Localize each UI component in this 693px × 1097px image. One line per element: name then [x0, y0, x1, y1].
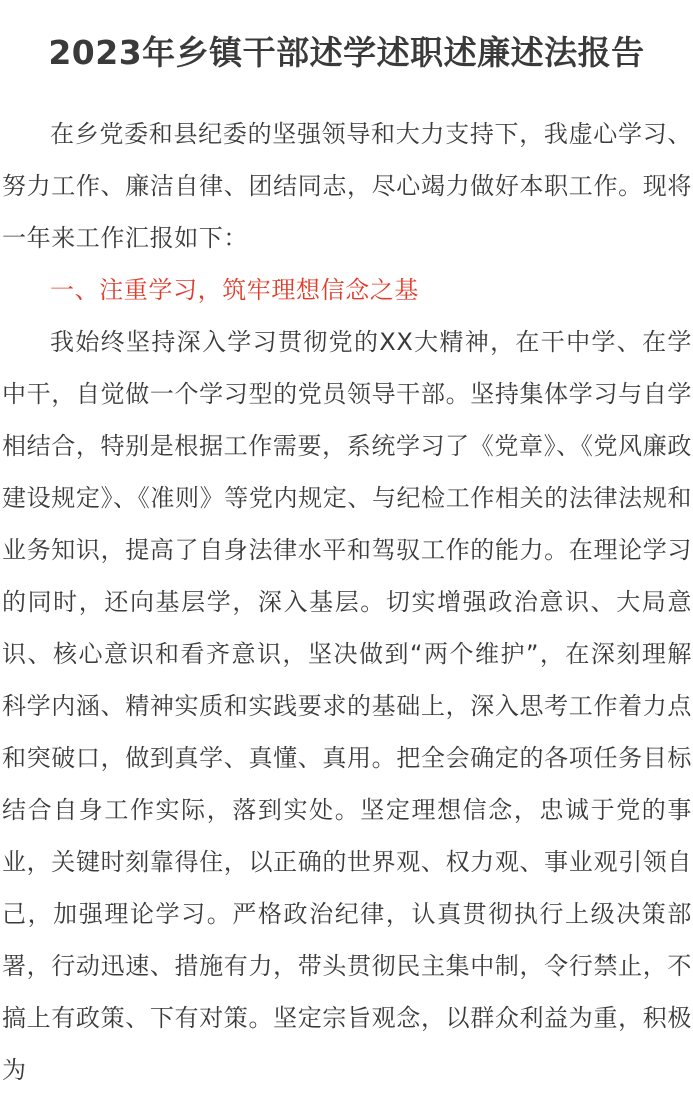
- intro-paragraph: 在乡党委和县纪委的坚强领导和大力支持下，我虚心学习、努力工作、廉洁自律、团结同志，尽心竭力做好本职工作。现将一年来工作汇报如下：: [2, 120, 692, 252]
- body-paragraph: 我始终坚持深入学习贯彻党的XX大精神，在干中学、在学中干，自觉做一个学习型的党员领导干部。坚持集体学习与自学相结合，特别是根据工作需要，系统学习了《党章》、《党风廉政建设规定》、《准则》等党内规定、与纪检工作相关的法律法规和业务知识，提高了自身法律水平和驾驭工作的能力。在理论学习的同时，还向基层学，深入基层。切实增强政治意识、大局意识、核心意识和看齐意识，坚决做到“两个维护”，在深刻理解科学内涵、精神实质和实践要求的基础上，深入思考工作着力点和突破口，做到真学、真懂、真用。把全会确定的各项任务目标结合自身工作实际，落到实处。坚定理想信念，忠诚于党的事业，关键时刻靠得住，以正确的世界观、权力观、事业观引领自己，加强理论学习。严格政治纪律，认真贯彻执行上级决策部署，行动迅速、措施有力，带头贯彻民主集中制，令行禁止，不搞上有政策、下有对策。坚定宗旨观念，以群众利益为重，积极为: [2, 328, 692, 1084]
- document-title: 2023年乡镇干部述学述职述廉述法报告: [48, 33, 645, 72]
- section-heading: 一、注重学习，筑牢理想信念之基: [50, 276, 419, 304]
- document-body: [2, 108, 692, 1096]
